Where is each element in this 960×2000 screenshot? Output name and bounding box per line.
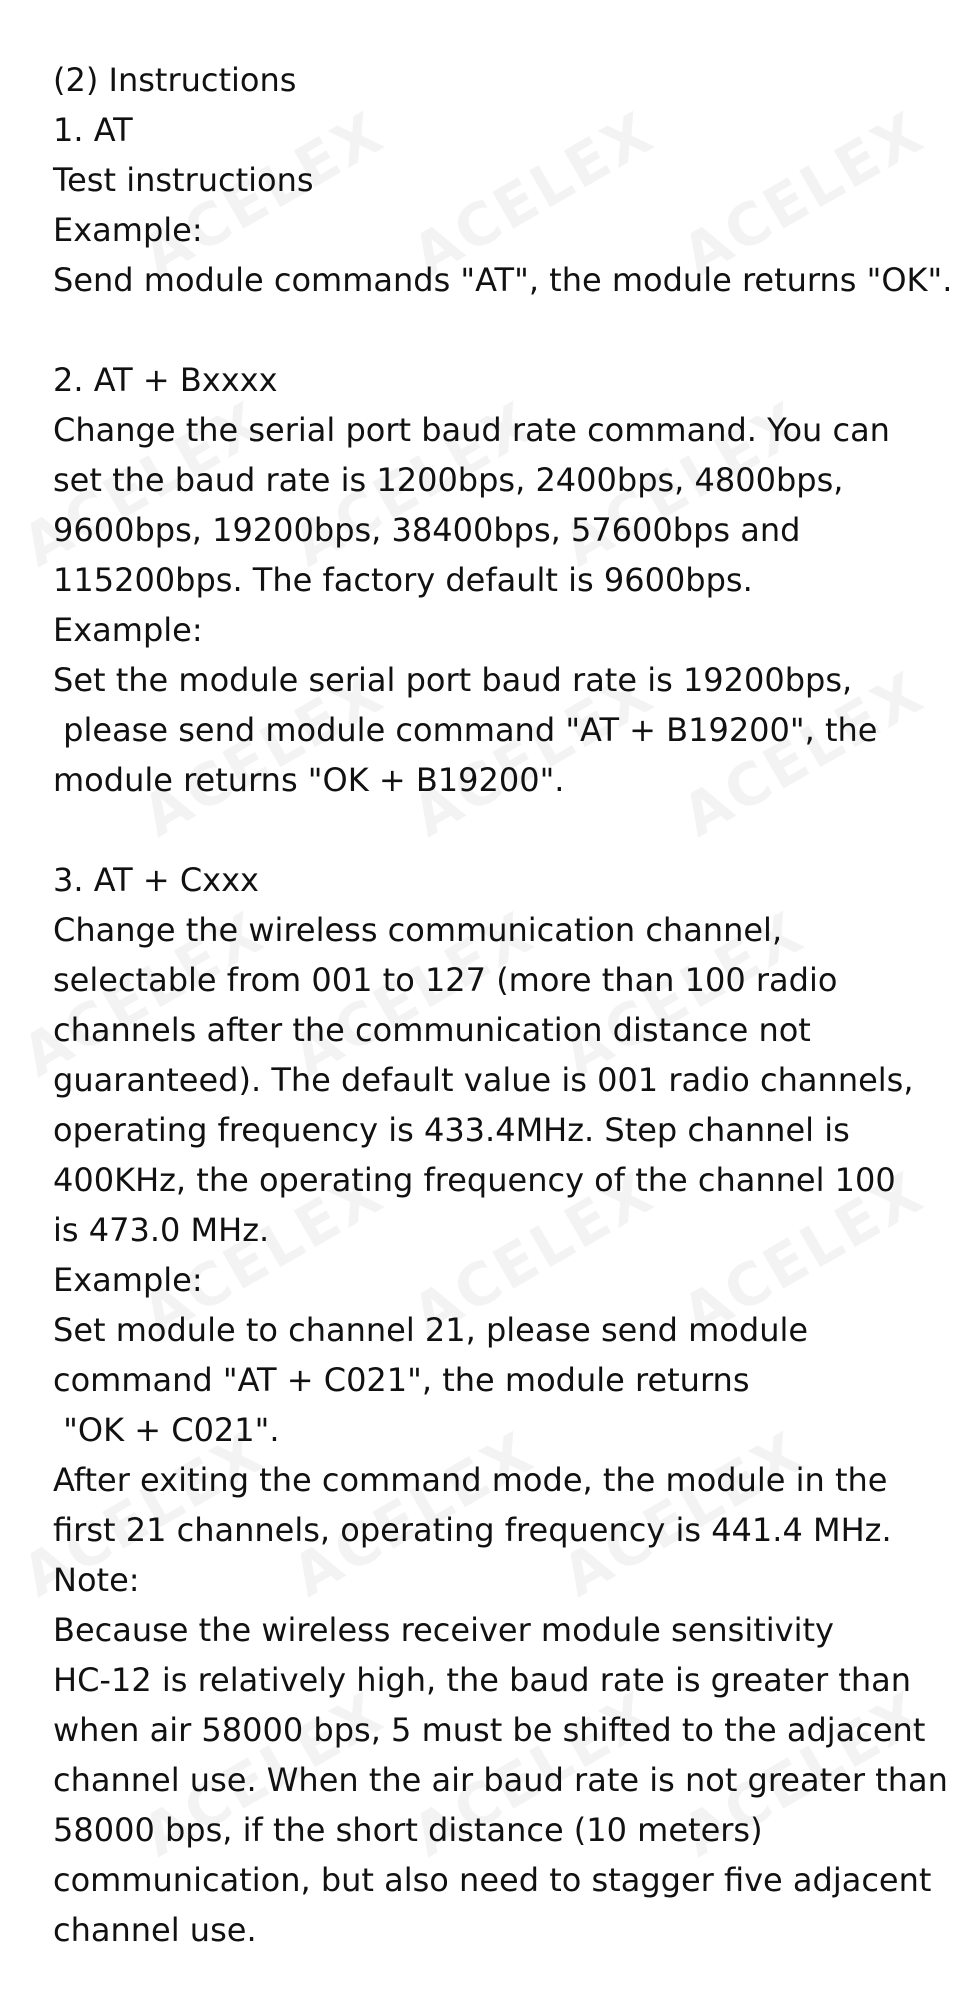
section-baud-line: set the baud rate is 1200bps, 2400bps, 4800bps, <box>53 461 844 499</box>
section-channel-line: 58000 bps, if the short distance (10 meters) <box>53 1811 763 1849</box>
section-channel-line: first 21 channels, operating frequency is 441.4 MHz. <box>53 1511 892 1549</box>
section-channel-line: 400KHz, the operating frequency of the channel 100 <box>53 1161 896 1199</box>
section-channel-line: channels after the communication distance not <box>53 1011 811 1049</box>
instructions-heading: (2) Instructions <box>53 61 297 99</box>
section-channel-line: Example: <box>53 1261 203 1299</box>
section-channel-line: selectable from 001 to 127 (more than 100 radio <box>53 961 838 999</box>
section-channel-line: "OK + C021". <box>53 1411 280 1449</box>
section-at-title: 1. AT <box>53 111 133 149</box>
section-channel-line: After exiting the command mode, the module in the <box>53 1461 888 1499</box>
section-spacer <box>53 805 953 855</box>
section-channel-line: HC-12 is relatively high, the baud rate is greater than <box>53 1661 912 1699</box>
section-baud-line: please send module command "AT + B19200", the <box>53 711 878 749</box>
section-channel-line: guaranteed). The default value is 001 radio channels, <box>53 1061 914 1099</box>
section-baud-title: 2. AT + Bxxxx <box>53 361 278 399</box>
section-channel-line: is 473.0 MHz. <box>53 1211 270 1249</box>
section-baud-line: Set the module serial port baud rate is 19200bps, <box>53 661 853 699</box>
section-baud <box>53 355 953 805</box>
section-channel-line: Because the wireless receiver module sensitivity <box>53 1611 834 1649</box>
section-at-line: Example: <box>53 211 203 249</box>
section-channel-line: operating frequency is 433.4MHz. Step channel is <box>53 1111 850 1149</box>
section-baud-line: module returns "OK + B19200". <box>53 761 565 799</box>
section-baud-line: Change the serial port baud rate command. You can <box>53 411 890 449</box>
section-channel <box>53 855 953 1955</box>
section-at-line: Send module commands "AT", the module returns "OK". <box>53 261 953 299</box>
section-baud-line: 115200bps. The factory default is 9600bps. <box>53 561 753 599</box>
section-at <box>53 105 953 305</box>
section-channel-line: channel use. <box>53 1911 257 1949</box>
section-channel-line: channel use. When the air baud rate is not greater than <box>53 1761 948 1799</box>
instructions-document <box>53 55 953 1955</box>
section-channel-title: 3. AT + Cxxx <box>53 861 259 899</box>
section-channel-line: Note: <box>53 1561 140 1599</box>
section-channel-line: communication, but also need to stagger five adjacent <box>53 1861 932 1899</box>
section-baud-line: Example: <box>53 611 203 649</box>
section-baud-line: 9600bps, 19200bps, 38400bps, 57600bps and <box>53 511 801 549</box>
section-channel-line: Set module to channel 21, please send module <box>53 1311 809 1349</box>
section-at-line: Test instructions <box>53 161 314 199</box>
section-channel-line: when air 58000 bps, 5 must be shifted to the adjacent <box>53 1711 926 1749</box>
section-channel-line: Change the wireless communication channel, <box>53 911 783 949</box>
section-channel-line: command "AT + C021", the module returns <box>53 1361 750 1399</box>
section-spacer <box>53 305 953 355</box>
